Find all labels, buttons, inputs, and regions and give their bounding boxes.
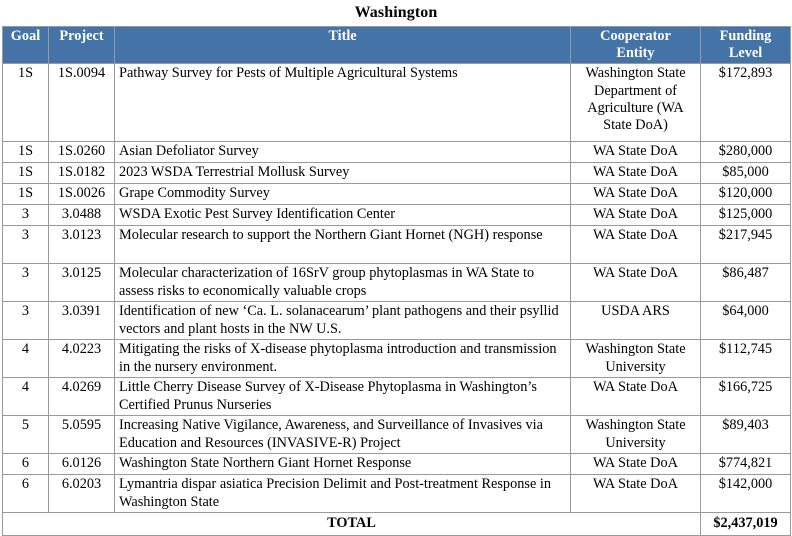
header-row xyxy=(3,27,791,64)
cell-cooperator-entity: WA State DoA xyxy=(571,142,701,163)
cell-funding-level: $172,893 xyxy=(701,64,791,142)
column-header-cooperator-entity xyxy=(571,27,701,64)
table-row xyxy=(3,264,791,302)
table-row xyxy=(3,302,791,340)
cell-goal: 1S xyxy=(3,142,49,163)
cell-project: 3.0488 xyxy=(49,205,115,226)
total-value: $2,437,019 xyxy=(701,513,791,535)
cell-cooperator-entity: Washington State University xyxy=(571,416,701,454)
cell-goal: 1S xyxy=(3,64,49,142)
cell-goal: 6 xyxy=(3,454,49,475)
cell-project: 4.0223 xyxy=(49,340,115,378)
cell-funding-level: $280,000 xyxy=(701,142,791,163)
column-header-cooperator-entity-line2: Entity xyxy=(616,45,655,62)
cell-project: 1S.0182 xyxy=(49,163,115,184)
cell-project: 3.0123 xyxy=(49,226,115,264)
cell-goal: 3 xyxy=(3,264,49,302)
table-row xyxy=(3,475,791,513)
cell-funding-level: $217,945 xyxy=(701,226,791,264)
cell-project: 3.0125 xyxy=(49,264,115,302)
column-header-goal: Goal xyxy=(3,27,49,64)
cell-funding-level: $89,403 xyxy=(701,416,791,454)
table-footer xyxy=(3,513,791,535)
cell-goal: 1S xyxy=(3,163,49,184)
cell-funding-level: $774,821 xyxy=(701,454,791,475)
cell-title: Molecular research to support the Northern Giant Hornet (NGH) response xyxy=(115,226,571,264)
column-header-funding-level-line2: Level xyxy=(728,45,763,62)
cell-funding-level: $112,745 xyxy=(701,340,791,378)
column-header-cooperator-entity-line1: Cooperator xyxy=(600,28,671,44)
table-row xyxy=(3,340,791,378)
cell-cooperator-entity: WA State DoA xyxy=(571,264,701,302)
table-header xyxy=(3,27,791,64)
table-row xyxy=(3,378,791,416)
cell-cooperator-entity: WA State DoA xyxy=(571,454,701,475)
cell-title: Molecular characterization of 16SrV group phytoplasmas in WA State to assess risks to economically valuable crops xyxy=(115,264,571,302)
total-row xyxy=(3,513,791,535)
cell-goal: 1S xyxy=(3,184,49,205)
cell-title: Identification of new ‘Ca. L. solanacearum’ plant pathogens and their psyllid vectors and plant hosts in the NW U.S. xyxy=(115,302,571,340)
cell-cooperator-entity: WA State DoA xyxy=(571,184,701,205)
cell-goal: 4 xyxy=(3,340,49,378)
cell-title: Mitigating the risks of X-disease phytoplasma introduction and transmission in the nursery environment. xyxy=(115,340,571,378)
cell-project: 6.0126 xyxy=(49,454,115,475)
cell-title: Increasing Native Vigilance, Awareness, and Surveillance of Invasives via Education and Resources (INVASIVE-R) Project xyxy=(115,416,571,454)
cell-cooperator-entity: WA State DoA xyxy=(571,378,701,416)
table-row xyxy=(3,64,791,142)
cell-title: 2023 WSDA Terrestrial Mollusk Survey xyxy=(115,163,571,184)
cell-cooperator-entity: WA State DoA xyxy=(571,226,701,264)
column-header-funding-level-line1: Funding xyxy=(719,28,772,44)
cell-cooperator-entity: WA State DoA xyxy=(571,163,701,184)
cell-goal: 3 xyxy=(3,226,49,264)
cell-goal: 3 xyxy=(3,302,49,340)
table-row xyxy=(3,226,791,264)
cell-funding-level: $142,000 xyxy=(701,475,791,513)
table-body xyxy=(3,64,791,513)
cell-goal: 3 xyxy=(3,205,49,226)
cell-title: WSDA Exotic Pest Survey Identification Center xyxy=(115,205,571,226)
cell-title: Little Cherry Disease Survey of X-Disease Phytoplasma in Washington’s Certified Prunus Nurseries xyxy=(115,378,571,416)
column-header-project: Project xyxy=(49,27,115,64)
cell-funding-level: $86,487 xyxy=(701,264,791,302)
cell-funding-level: $120,000 xyxy=(701,184,791,205)
cell-title: Washington State Northern Giant Hornet Response xyxy=(115,454,571,475)
cell-cooperator-entity: Washington State University xyxy=(571,340,701,378)
cell-funding-level: $166,725 xyxy=(701,378,791,416)
cell-cooperator-entity: USDA ARS xyxy=(571,302,701,340)
cell-project: 1S.0026 xyxy=(49,184,115,205)
cell-title: Lymantria dispar asiatica Precision Delimit and Post-treatment Response in Washington State xyxy=(115,475,571,513)
table-row xyxy=(3,205,791,226)
page-title: Washington xyxy=(354,4,438,21)
table-row xyxy=(3,142,791,163)
cell-goal: 4 xyxy=(3,378,49,416)
cell-cooperator-entity: WA State DoA xyxy=(571,475,701,513)
cell-project: 6.0203 xyxy=(49,475,115,513)
table-row xyxy=(3,163,791,184)
cell-cooperator-entity: WA State DoA xyxy=(571,205,701,226)
cell-project: 1S.0260 xyxy=(49,142,115,163)
cell-title: Pathway Survey for Pests of Multiple Agricultural Systems xyxy=(115,64,571,142)
total-label: TOTAL xyxy=(3,513,701,535)
cell-goal: 5 xyxy=(3,416,49,454)
table-row xyxy=(3,454,791,475)
cell-project: 4.0269 xyxy=(49,378,115,416)
cell-goal: 6 xyxy=(3,475,49,513)
table-row xyxy=(3,416,791,454)
cell-funding-level: $85,000 xyxy=(701,163,791,184)
cell-title: Asian Defoliator Survey xyxy=(115,142,571,163)
cell-title: Grape Commodity Survey xyxy=(115,184,571,205)
column-header-funding-level xyxy=(701,27,791,64)
column-header-title: Title xyxy=(115,27,571,64)
grant-projects-table xyxy=(2,26,791,536)
cell-cooperator-entity: Washington State Department of Agriculture (WA State DoA) xyxy=(571,64,701,142)
cell-project: 1S.0094 xyxy=(49,64,115,142)
table-row xyxy=(3,184,791,205)
cell-funding-level: $64,000 xyxy=(701,302,791,340)
cell-project: 5.0595 xyxy=(49,416,115,454)
cell-project: 3.0391 xyxy=(49,302,115,340)
cell-funding-level: $125,000 xyxy=(701,205,791,226)
